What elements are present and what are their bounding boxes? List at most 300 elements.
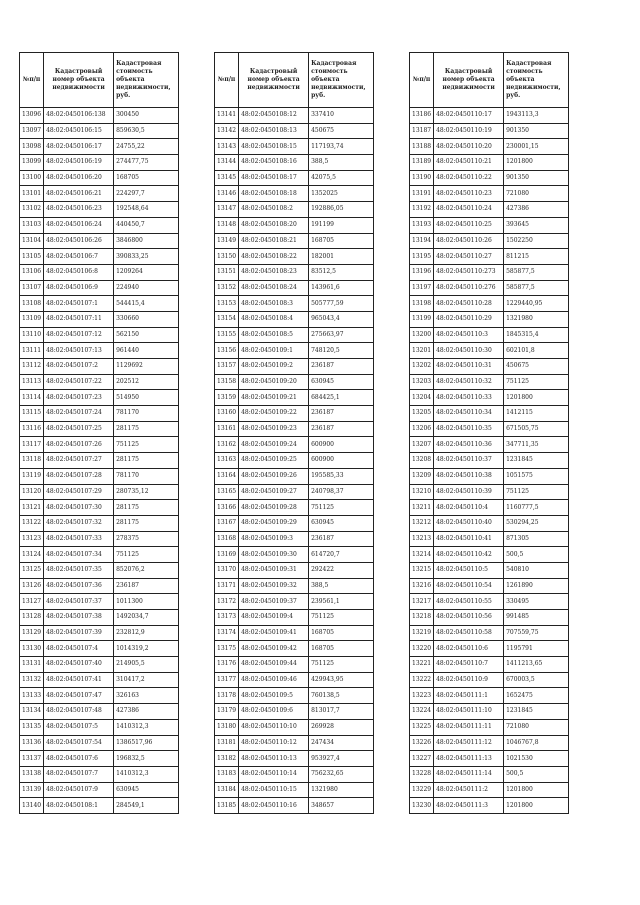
cell-cadastral-value: 721080: [504, 186, 569, 202]
cell-number: 13126: [20, 578, 44, 594]
cell-number: 13219: [410, 625, 434, 641]
cell-number: 13192: [410, 202, 434, 218]
cell-number: 13195: [410, 249, 434, 265]
cell-cadastral-value: 326163: [114, 688, 179, 704]
cell-cadastral-number: 48:02:0450106:26: [44, 233, 114, 249]
cell-cadastral-number: 48:02:0450110:14: [239, 766, 309, 782]
cell-cadastral-number: 48:02:0450107:40: [44, 657, 114, 673]
table-row: [20, 374, 179, 390]
table-row: [410, 406, 569, 422]
cell-cadastral-value: 953927,4: [309, 751, 374, 767]
table-row: [20, 751, 179, 767]
cell-cadastral-number: 48:02:0450107:39: [44, 625, 114, 641]
cell-cadastral-value: 1352025: [309, 186, 374, 202]
table-row: [20, 296, 179, 312]
cell-number: 13096: [20, 108, 44, 124]
table-row: [215, 625, 374, 641]
table-row: [410, 688, 569, 704]
cell-number: 13230: [410, 798, 434, 814]
cell-number: 13124: [20, 547, 44, 563]
table-row: [410, 641, 569, 657]
table-row: [20, 139, 179, 155]
cell-cadastral-number: 48:02:0450109:42: [239, 641, 309, 657]
cell-cadastral-number: 48:02:0450107:26: [44, 437, 114, 453]
cell-number: 13112: [20, 359, 44, 375]
table-row: [215, 359, 374, 375]
cell-number: 13111: [20, 343, 44, 359]
table-row: [215, 578, 374, 594]
cell-cadastral-number: 48:02:0450110:38: [434, 468, 504, 484]
table-row: [215, 719, 374, 735]
cell-number: 13173: [215, 610, 239, 626]
cell-cadastral-value: 505777,59: [309, 296, 374, 312]
table-row: [20, 672, 179, 688]
cell-cadastral-number: 48:02:0450109:41: [239, 625, 309, 641]
cell-cadastral-number: 48:02:0450107:28: [44, 468, 114, 484]
table-row: [410, 515, 569, 531]
cell-cadastral-number: 48:02:0450106:15: [44, 123, 114, 139]
cell-number: 13153: [215, 296, 239, 312]
table-row: [215, 186, 374, 202]
cell-cadastral-value: 1845315,4: [504, 327, 569, 343]
cell-cadastral-value: 1046767,8: [504, 735, 569, 751]
cell-cadastral-value: 901350: [504, 170, 569, 186]
cell-number: 13151: [215, 264, 239, 280]
cell-number: 13123: [20, 531, 44, 547]
cell-cadastral-value: 168705: [309, 625, 374, 641]
cadastre-table-2: [214, 52, 374, 814]
cell-cadastral-value: 429943,95: [309, 672, 374, 688]
cell-cadastral-number: 48:02:0450106:20: [44, 170, 114, 186]
table-row: [20, 343, 179, 359]
cell-cadastral-number: 48:02:0450106:9: [44, 280, 114, 296]
cell-cadastral-value: 630945: [309, 515, 374, 531]
cell-cadastral-value: 3846800: [114, 233, 179, 249]
cell-cadastral-number: 48:02:0450110:58: [434, 625, 504, 641]
table-row: [20, 108, 179, 124]
table-row: [20, 280, 179, 296]
cell-number: 13220: [410, 641, 434, 657]
header-cadastral-number: Кадастровый номер объекта недвижимости: [44, 53, 114, 108]
cell-cadastral-number: 48:02:0450107:33: [44, 531, 114, 547]
cell-cadastral-value: 83512,5: [309, 264, 374, 280]
cell-number: 13186: [410, 108, 434, 124]
cell-number: 13129: [20, 625, 44, 641]
table-row: [20, 547, 179, 563]
cell-cadastral-number: 48:02:0450111:3: [434, 798, 504, 814]
cell-number: 13125: [20, 562, 44, 578]
cell-cadastral-value: 269928: [309, 719, 374, 735]
cell-cadastral-number: 48:02:0450106:24: [44, 217, 114, 233]
cell-cadastral-value: 1411213,65: [504, 657, 569, 673]
cell-cadastral-value: 393645: [504, 217, 569, 233]
table-row: [215, 453, 374, 469]
cell-cadastral-number: 48:02:0450107:5: [44, 719, 114, 735]
cell-cadastral-value: 280735,12: [114, 484, 179, 500]
table-row: [410, 735, 569, 751]
cell-cadastral-number: 48:02:0450111:14: [434, 766, 504, 782]
cell-number: 13225: [410, 719, 434, 735]
cell-cadastral-value: 544415,4: [114, 296, 179, 312]
cell-number: 13135: [20, 719, 44, 735]
table-row: [215, 562, 374, 578]
cell-cadastral-value: 630945: [114, 782, 179, 798]
cell-cadastral-value: 871305: [504, 531, 569, 547]
cell-cadastral-number: 48:02:0450107:37: [44, 594, 114, 610]
cell-cadastral-number: 48:02:0450110:9: [434, 672, 504, 688]
cell-cadastral-number: 48:02:0450110:56: [434, 610, 504, 626]
cell-cadastral-number: 48:02:0450110:26: [434, 233, 504, 249]
cell-number: 13110: [20, 327, 44, 343]
cell-cadastral-value: 500,5: [504, 547, 569, 563]
cell-cadastral-value: 168705: [309, 641, 374, 657]
cell-cadastral-value: 811215: [504, 249, 569, 265]
cell-cadastral-value: 281175: [114, 453, 179, 469]
cell-cadastral-value: 224297,7: [114, 186, 179, 202]
cell-cadastral-value: 781170: [114, 468, 179, 484]
cell-cadastral-number: 48:02:0450110:23: [434, 186, 504, 202]
cell-cadastral-number: 48:02:0450107:23: [44, 390, 114, 406]
table-row: [215, 390, 374, 406]
table-row: [20, 359, 179, 375]
cell-number: 13179: [215, 704, 239, 720]
cell-cadastral-number: 48:02:0450107:6: [44, 751, 114, 767]
cell-number: 13167: [215, 515, 239, 531]
cell-number: 13119: [20, 468, 44, 484]
cell-cadastral-number: 48:02:0450108:18: [239, 186, 309, 202]
cell-number: 13134: [20, 704, 44, 720]
header-cadastral-value: Кадастровая стоимость объекта недвижимости, руб.: [114, 53, 179, 108]
table-row: [20, 562, 179, 578]
cell-cadastral-number: 48:02:0450111:13: [434, 751, 504, 767]
cell-number: 13143: [215, 139, 239, 155]
table-row: [20, 782, 179, 798]
cell-cadastral-value: 1051575: [504, 468, 569, 484]
table-row: [215, 766, 374, 782]
cell-number: 13198: [410, 296, 434, 312]
cell-cadastral-number: 48:02:0450109:28: [239, 500, 309, 516]
cell-cadastral-number: 48:02:0450108:15: [239, 139, 309, 155]
cell-number: 13121: [20, 500, 44, 516]
cell-cadastral-value: 530294,25: [504, 515, 569, 531]
cell-cadastral-number: 48:02:0450111:12: [434, 735, 504, 751]
cell-cadastral-number: 48:02:0450110:7: [434, 657, 504, 673]
cell-cadastral-number: 48:02:0450108:17: [239, 170, 309, 186]
table-row: [20, 719, 179, 735]
cell-cadastral-number: 48:02:0450110:19: [434, 123, 504, 139]
table-row: [20, 186, 179, 202]
cell-cadastral-value: 236187: [114, 578, 179, 594]
cell-number: 13214: [410, 547, 434, 563]
cell-number: 13165: [215, 484, 239, 500]
cell-cadastral-value: 247434: [309, 735, 374, 751]
table-row: [410, 296, 569, 312]
cell-number: 13132: [20, 672, 44, 688]
cell-cadastral-number: 48:02:0450109:29: [239, 515, 309, 531]
cell-number: 13213: [410, 531, 434, 547]
table-row: [410, 186, 569, 202]
table-row: [215, 108, 374, 124]
table-row: [20, 594, 179, 610]
cell-number: 13181: [215, 735, 239, 751]
cell-cadastral-value: 275663,97: [309, 327, 374, 343]
cell-cadastral-number: 48:02:0450108:13: [239, 123, 309, 139]
cell-cadastral-value: 347711,35: [504, 437, 569, 453]
cell-number: 13146: [215, 186, 239, 202]
cell-number: 13109: [20, 311, 44, 327]
cell-cadastral-number: 48:02:0450108:12: [239, 108, 309, 124]
table-row: [215, 798, 374, 814]
cell-cadastral-value: 24755,22: [114, 139, 179, 155]
cell-cadastral-number: 48:02:0450108:3: [239, 296, 309, 312]
cell-cadastral-number: 48:02:0450109:6: [239, 704, 309, 720]
cell-cadastral-value: 540810: [504, 562, 569, 578]
table-row: [215, 468, 374, 484]
cell-number: 13106: [20, 264, 44, 280]
table-row: [20, 311, 179, 327]
table-row: [410, 233, 569, 249]
table-row: [215, 170, 374, 186]
table-row: [20, 735, 179, 751]
cell-number: 13154: [215, 311, 239, 327]
cell-number: 13194: [410, 233, 434, 249]
table-row: [410, 625, 569, 641]
cell-cadastral-number: 48:02:0450107:4: [44, 641, 114, 657]
header-cadastral-value: Кадастровая стоимость объекта недвижимости, руб.: [504, 53, 569, 108]
cell-cadastral-value: 1321980: [504, 311, 569, 327]
cell-cadastral-value: 1410312,3: [114, 719, 179, 735]
cell-cadastral-number: 48:02:0450110:29: [434, 311, 504, 327]
cell-number: 13172: [215, 594, 239, 610]
table-row: [20, 249, 179, 265]
cell-number: 13171: [215, 578, 239, 594]
cell-number: 13177: [215, 672, 239, 688]
cell-number: 13211: [410, 500, 434, 516]
table-row: [410, 547, 569, 563]
cell-number: 13201: [410, 343, 434, 359]
cell-number: 13223: [410, 688, 434, 704]
table-body: [410, 108, 569, 814]
cell-cadastral-value: 168705: [309, 233, 374, 249]
table-row: [20, 123, 179, 139]
cell-cadastral-value: 42075,5: [309, 170, 374, 186]
cell-number: 13196: [410, 264, 434, 280]
cell-cadastral-number: 48:02:0450110:10: [239, 719, 309, 735]
cell-cadastral-number: 48:02:0450109:27: [239, 484, 309, 500]
cell-cadastral-number: 48:02:0450107:47: [44, 688, 114, 704]
table-row: [215, 249, 374, 265]
table-row: [20, 217, 179, 233]
cell-cadastral-value: 748120,5: [309, 343, 374, 359]
table-row: [410, 719, 569, 735]
cell-number: 13114: [20, 390, 44, 406]
cell-cadastral-value: 388,5: [309, 578, 374, 594]
cell-cadastral-value: 813017,7: [309, 704, 374, 720]
table-row: [410, 217, 569, 233]
cell-cadastral-number: 48:02:0450111:10: [434, 704, 504, 720]
cell-cadastral-number: 48:02:0450111:11: [434, 719, 504, 735]
header-cadastral-value: Кадастровая стоимость объекта недвижимости, руб.: [309, 53, 374, 108]
cell-cadastral-number: 48:02:0450111:1: [434, 688, 504, 704]
cell-number: 13229: [410, 782, 434, 798]
header-number: №п/п: [410, 53, 434, 108]
cell-number: 13227: [410, 751, 434, 767]
cell-cadastral-value: 751125: [309, 610, 374, 626]
cell-number: 13138: [20, 766, 44, 782]
cell-cadastral-number: 48:02:0450108:21: [239, 233, 309, 249]
table-row: [215, 233, 374, 249]
table-row: [215, 531, 374, 547]
table-row: [410, 437, 569, 453]
cell-number: 13210: [410, 484, 434, 500]
cell-cadastral-value: 195585,33: [309, 468, 374, 484]
cell-cadastral-value: 1321980: [309, 782, 374, 798]
table-row: [410, 766, 569, 782]
table-row: [410, 359, 569, 375]
cell-cadastral-number: 48:02:0450106:8: [44, 264, 114, 280]
cell-cadastral-value: 214905,5: [114, 657, 179, 673]
cell-cadastral-value: 1129692: [114, 359, 179, 375]
table-row: [20, 437, 179, 453]
cell-cadastral-value: 224940: [114, 280, 179, 296]
table-row: [20, 327, 179, 343]
cell-number: 13108: [20, 296, 44, 312]
cell-cadastral-number: 48:02:0450110:31: [434, 359, 504, 375]
cell-cadastral-value: 278375: [114, 531, 179, 547]
cell-number: 13187: [410, 123, 434, 139]
cell-cadastral-value: 450675: [504, 359, 569, 375]
table-row: [215, 515, 374, 531]
table-row: [410, 202, 569, 218]
table-row: [20, 688, 179, 704]
cell-cadastral-number: 48:02:0450110:4: [434, 500, 504, 516]
table-row: [410, 782, 569, 798]
table-row: [410, 657, 569, 673]
table-row: [215, 672, 374, 688]
cell-number: 13199: [410, 311, 434, 327]
table-row: [410, 327, 569, 343]
cell-cadastral-value: 859630,5: [114, 123, 179, 139]
cell-cadastral-value: 427386: [504, 202, 569, 218]
table-row: [20, 202, 179, 218]
cell-number: 13182: [215, 751, 239, 767]
cell-cadastral-number: 48:02:0450109:46: [239, 672, 309, 688]
cell-cadastral-value: 236187: [309, 531, 374, 547]
cell-cadastral-number: 48:02:0450109:25: [239, 453, 309, 469]
cell-number: 13142: [215, 123, 239, 139]
cell-number: 13104: [20, 233, 44, 249]
cell-cadastral-number: 48:02:0450107:9: [44, 782, 114, 798]
table-row: [20, 390, 179, 406]
table-row: [410, 500, 569, 516]
table-row: [410, 610, 569, 626]
cell-cadastral-value: 602101,8: [504, 343, 569, 359]
table-row: [410, 562, 569, 578]
table-row: [410, 108, 569, 124]
table-body: [215, 108, 374, 814]
cell-cadastral-value: 1502250: [504, 233, 569, 249]
cell-number: 13228: [410, 766, 434, 782]
table-row: [215, 484, 374, 500]
cell-number: 13197: [410, 280, 434, 296]
table-row: [215, 155, 374, 171]
table-row: [410, 249, 569, 265]
cell-cadastral-number: 48:02:0450107:38: [44, 610, 114, 626]
table-header-row: [410, 53, 569, 108]
cell-number: 13152: [215, 280, 239, 296]
table-row: [20, 766, 179, 782]
cell-cadastral-number: 48:02:0450107:7: [44, 766, 114, 782]
cell-cadastral-value: 300450: [114, 108, 179, 124]
table-row: [215, 610, 374, 626]
cell-cadastral-value: 585877,5: [504, 264, 569, 280]
cell-cadastral-number: 48:02:0450107:1: [44, 296, 114, 312]
cell-cadastral-number: 48:02:0450107:2: [44, 359, 114, 375]
cell-cadastral-number: 48:02:0450110:34: [434, 406, 504, 422]
cell-cadastral-number: 48:02:0450106:21: [44, 186, 114, 202]
cell-number: 13206: [410, 421, 434, 437]
cell-cadastral-value: 585877,5: [504, 280, 569, 296]
cell-cadastral-value: 182001: [309, 249, 374, 265]
cell-cadastral-value: 230001,15: [504, 139, 569, 155]
cell-cadastral-number: 48:02:0450109:5: [239, 688, 309, 704]
cell-number: 13147: [215, 202, 239, 218]
cell-cadastral-number: 48:02:0450110:6: [434, 641, 504, 657]
cell-number: 13157: [215, 359, 239, 375]
table-row: [20, 798, 179, 814]
cell-cadastral-value: 961440: [114, 343, 179, 359]
cell-cadastral-value: 1195791: [504, 641, 569, 657]
cell-number: 13130: [20, 641, 44, 657]
table-row: [215, 311, 374, 327]
table-row: [20, 233, 179, 249]
table-row: [20, 515, 179, 531]
cell-number: 13176: [215, 657, 239, 673]
cell-number: 13141: [215, 108, 239, 124]
header-number: №п/п: [215, 53, 239, 108]
table-row: [410, 343, 569, 359]
table-row: [215, 296, 374, 312]
table-header-row: [215, 53, 374, 108]
cell-cadastral-number: 48:02:0450109:30: [239, 547, 309, 563]
cell-cadastral-value: 991485: [504, 610, 569, 626]
cell-cadastral-value: 707559,75: [504, 625, 569, 641]
cell-number: 13216: [410, 578, 434, 594]
cell-number: 13133: [20, 688, 44, 704]
cell-cadastral-number: 48:02:0450107:34: [44, 547, 114, 563]
cell-number: 13207: [410, 437, 434, 453]
cell-number: 13098: [20, 139, 44, 155]
table-row: [215, 374, 374, 390]
cell-cadastral-number: 48:02:0450110:41: [434, 531, 504, 547]
cell-cadastral-value: 192548,64: [114, 202, 179, 218]
cell-cadastral-value: 440450,7: [114, 217, 179, 233]
cell-cadastral-number: 48:02:0450110:54: [434, 578, 504, 594]
cell-cadastral-number: 48:02:0450107:25: [44, 421, 114, 437]
cell-cadastral-number: 48:02:0450108:4: [239, 311, 309, 327]
cell-cadastral-value: 450675: [309, 123, 374, 139]
table-row: [410, 311, 569, 327]
cell-cadastral-number: 48:02:0450110:30: [434, 343, 504, 359]
cell-number: 13161: [215, 421, 239, 437]
table-row: [410, 484, 569, 500]
cell-cadastral-value: 514950: [114, 390, 179, 406]
cell-cadastral-number: 48:02:0450107:24: [44, 406, 114, 422]
cell-number: 13115: [20, 406, 44, 422]
cell-number: 13188: [410, 139, 434, 155]
cell-cadastral-value: 751125: [309, 657, 374, 673]
table-row: [410, 531, 569, 547]
